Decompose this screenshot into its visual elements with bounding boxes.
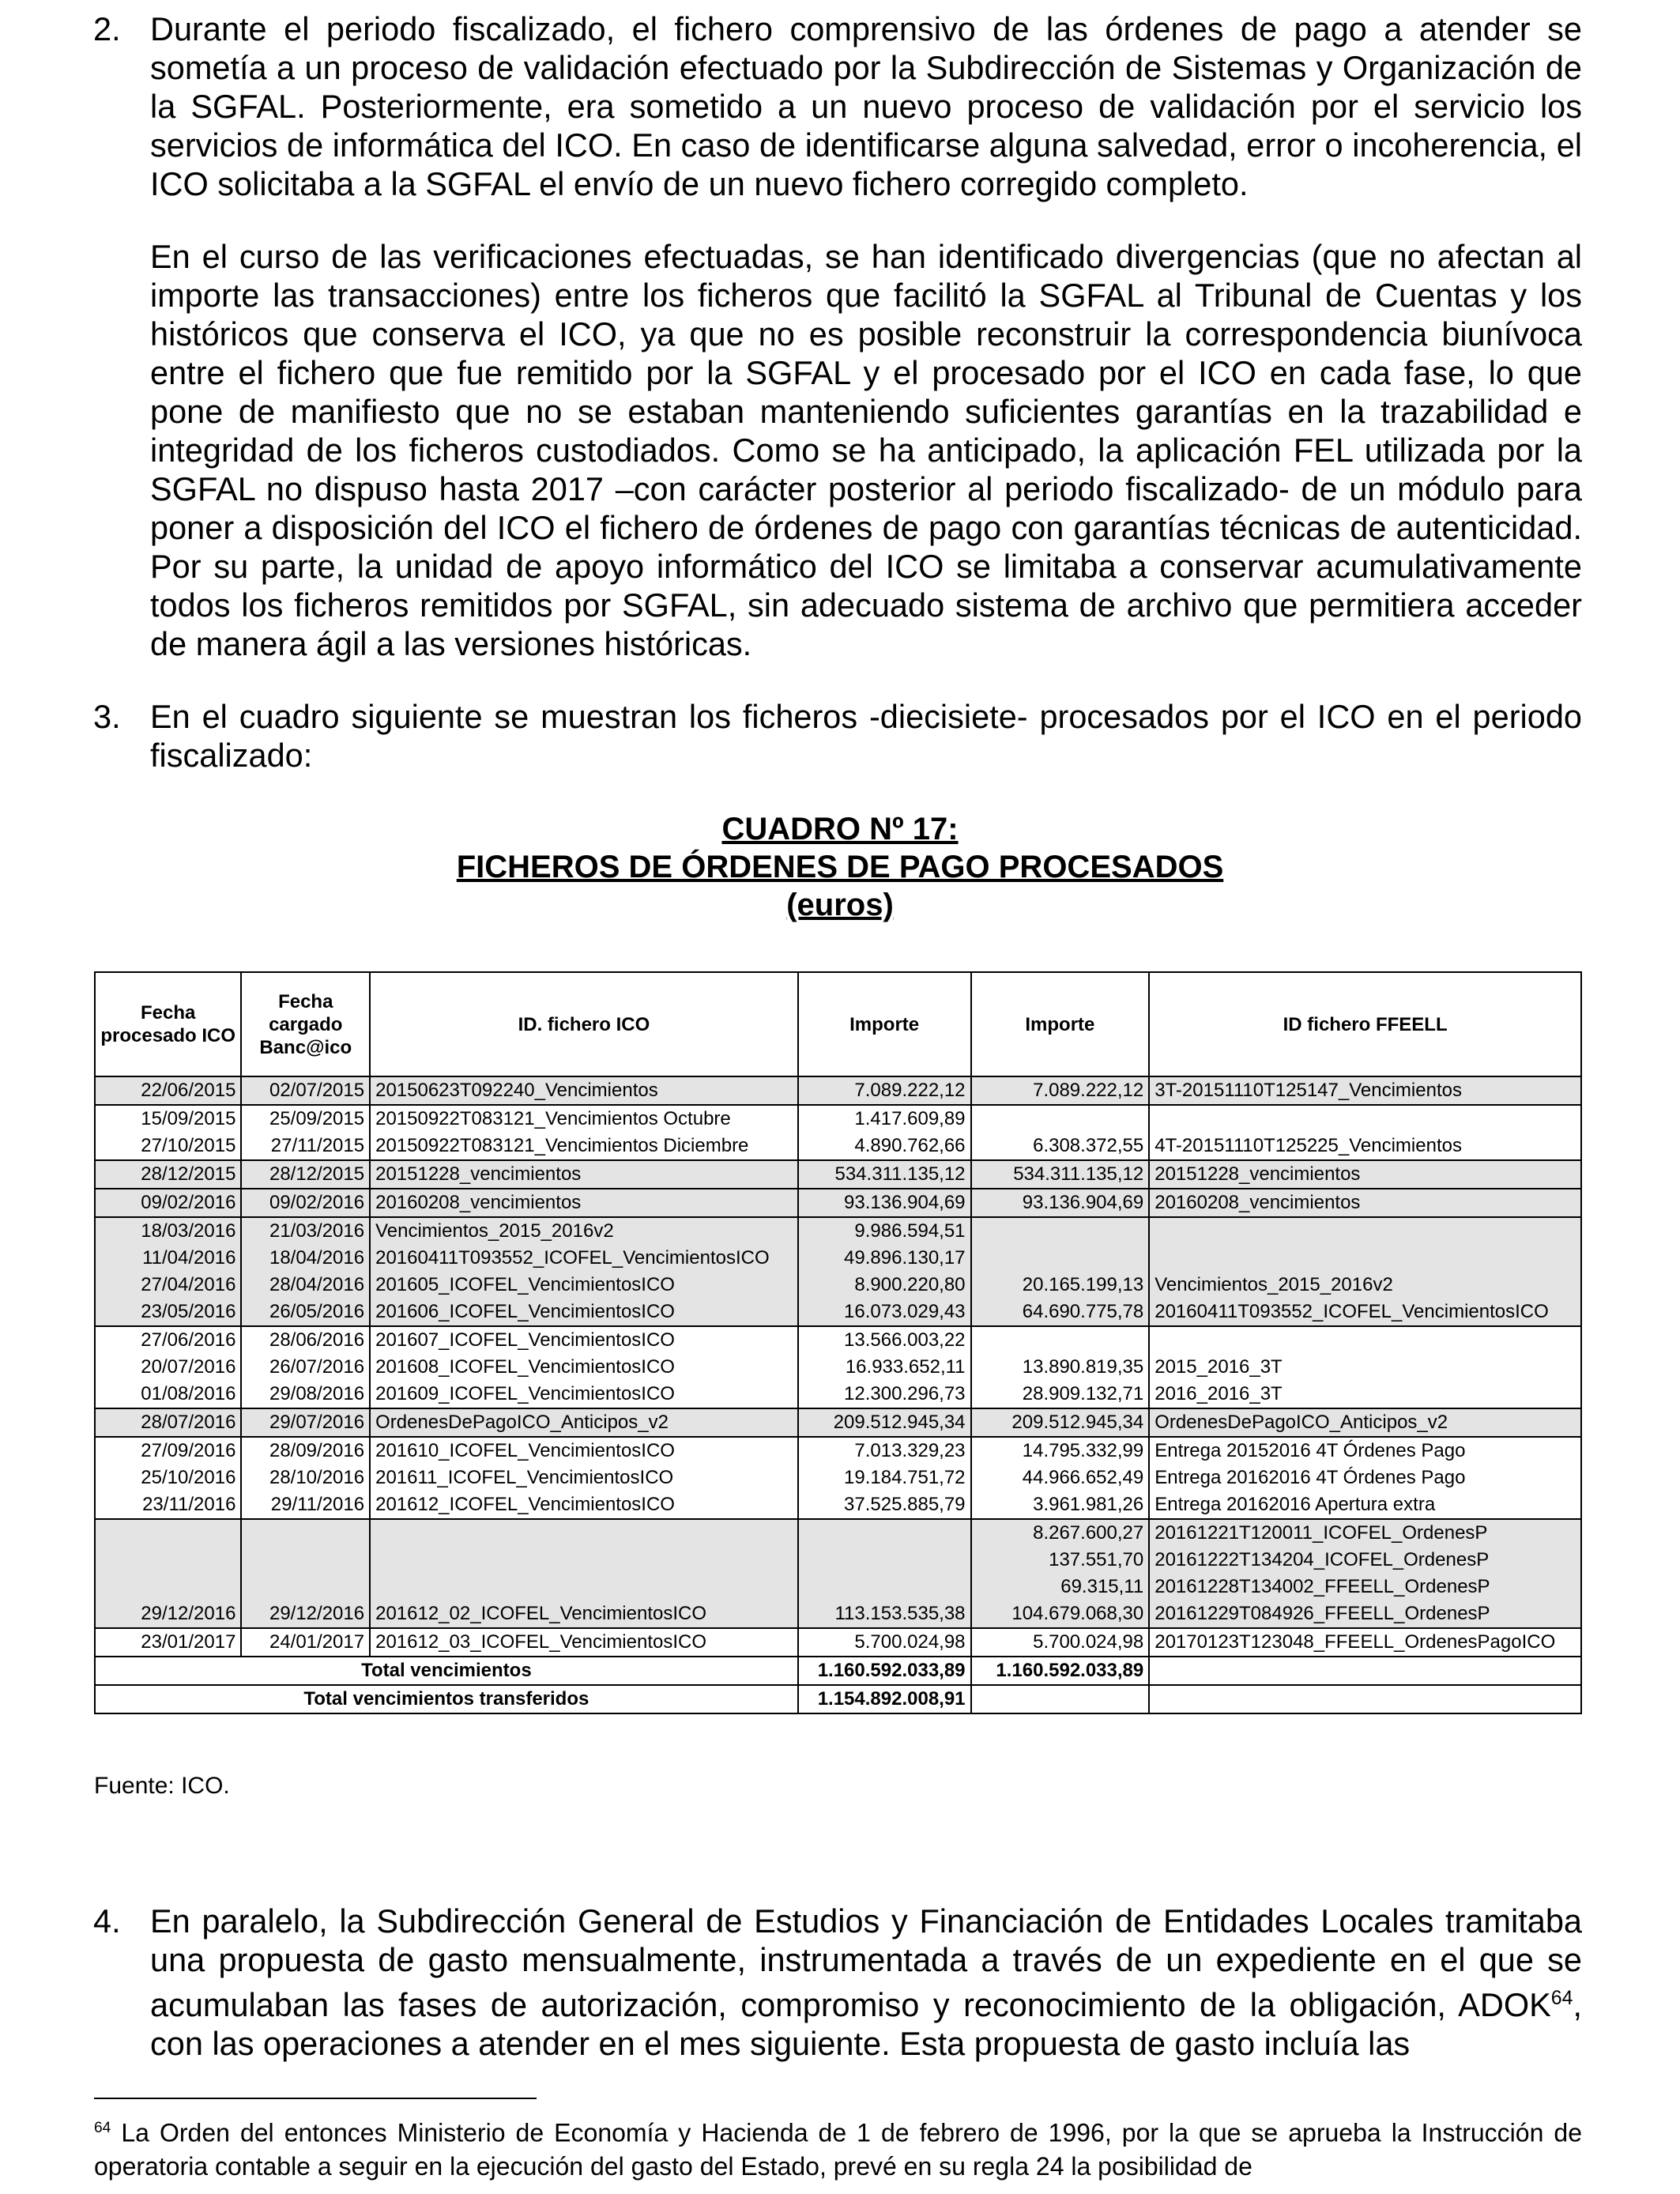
footnote-ref-64[interactable]: 64 (1550, 1987, 1573, 2009)
cell-id-fichero-ico: 201605_ICOFEL_VencimientosICO (370, 1272, 798, 1299)
total-vencimientos-row (95, 1657, 1581, 1685)
cell-id-fichero-ffeell: 20160208_vencimientos (1149, 1189, 1581, 1217)
total-transferidos-row (95, 1685, 1581, 1713)
cell-id-fichero-ffeell (1149, 1217, 1581, 1245)
cell-fecha-cargado (241, 1547, 370, 1574)
cell-id-fichero-ffeell: Entrega 20152016 4T Órdenes Pago (1149, 1437, 1581, 1465)
cell-fecha-cargado: 09/02/2016 (241, 1189, 370, 1217)
transferidos-empty-cell-2 (1149, 1685, 1581, 1713)
paragraph-number-4: 4. (93, 1902, 121, 1940)
cell-fecha-procesado: 01/08/2016 (95, 1381, 241, 1408)
cell-importe-1: 93.136.904,69 (798, 1189, 971, 1217)
total-importe-2: 1.160.592.033,89 (971, 1657, 1150, 1685)
cell-importe-2: 93.136.904,69 (971, 1189, 1150, 1217)
cell-fecha-procesado: 09/02/2016 (95, 1189, 241, 1217)
table-row (95, 1299, 1581, 1326)
cell-importe-1: 12.300.296,73 (798, 1381, 971, 1408)
cell-importe-2 (971, 1105, 1150, 1133)
cell-id-fichero-ico: 201612_03_ICOFEL_VencimientosICO (370, 1628, 798, 1657)
cell-id-fichero-ffeell: 20151228_vencimientos (1149, 1160, 1581, 1189)
cell-fecha-cargado: 26/05/2016 (241, 1299, 370, 1326)
cell-id-fichero-ffeell: 20161222T134204_ICOFEL_OrdenesP (1149, 1547, 1581, 1574)
cell-fecha-cargado: 27/11/2015 (241, 1133, 370, 1160)
paragraph-number-3: 3. (93, 698, 121, 735)
cell-id-fichero-ico: 20150623T092240_Vencimientos (370, 1076, 798, 1105)
table-row (95, 1105, 1581, 1133)
cell-fecha-cargado: 29/08/2016 (241, 1381, 370, 1408)
table-row (95, 1272, 1581, 1299)
cell-importe-1: 113.153.535,38 (798, 1600, 971, 1628)
table-row (95, 1491, 1581, 1519)
cell-fecha-procesado: 27/06/2016 (95, 1326, 241, 1354)
cell-importe-2: 64.690.775,78 (971, 1299, 1150, 1326)
paragraph-4-text-cont: , con las operaciones a atender en el mes siguiente. Esta propuesta de gasto incluía las (150, 1985, 1582, 2062)
total-transferidos-label: Total vencimientos transferidos (95, 1685, 798, 1713)
cell-fecha-cargado: 28/12/2015 (241, 1160, 370, 1189)
cell-importe-2: 20.165.199,13 (971, 1272, 1150, 1299)
total-importe-1: 1.160.592.033,89 (798, 1657, 971, 1685)
cell-fecha-procesado: 25/10/2016 (95, 1465, 241, 1491)
table-title-line1: CUADRO Nº 17: (721, 812, 959, 846)
cell-id-fichero-ico: 20150922T083121_Vencimientos Octubre (370, 1105, 798, 1133)
cell-importe-2: 3.961.981,26 (971, 1491, 1150, 1519)
cell-id-fichero-ico: 201612_02_ICOFEL_VencimientosICO (370, 1600, 798, 1628)
cell-id-fichero-ico (370, 1574, 798, 1600)
header-importe-1: Importe (798, 972, 971, 1076)
cell-importe-1: 19.184.751,72 (798, 1465, 971, 1491)
source-note: Fuente: ICO. (94, 1773, 230, 1799)
cell-fecha-procesado: 27/04/2016 (95, 1272, 241, 1299)
cell-importe-2: 14.795.332,99 (971, 1437, 1150, 1465)
table-row (95, 1354, 1581, 1381)
cell-id-fichero-ico: 20151228_vencimientos (370, 1160, 798, 1189)
paragraph-4 (150, 1902, 1582, 2063)
transferidos-empty-cell-1 (971, 1685, 1150, 1713)
cell-fecha-procesado: 20/07/2016 (95, 1354, 241, 1381)
cell-fecha-procesado (95, 1547, 241, 1574)
total-vencimientos-label: Total vencimientos (95, 1657, 798, 1685)
cell-importe-2: 44.966.652,49 (971, 1465, 1150, 1491)
table-row (95, 1133, 1581, 1160)
table-row (95, 1217, 1581, 1245)
paragraph-3: En el cuadro siguiente se muestran los ficheros -diecisiete- procesados por el ICO en el periodo fiscalizado: (150, 698, 1582, 774)
cell-fecha-procesado: 29/12/2016 (95, 1600, 241, 1628)
cell-fecha-cargado: 21/03/2016 (241, 1217, 370, 1245)
cell-id-fichero-ffeell: 20161228T134002_FFEELL_OrdenesP (1149, 1574, 1581, 1600)
table-row (95, 1600, 1581, 1628)
footnote-separator (94, 2098, 537, 2099)
cell-fecha-cargado: 28/04/2016 (241, 1272, 370, 1299)
payment-files-table (94, 971, 1582, 1714)
cell-importe-1: 209.512.945,34 (798, 1408, 971, 1437)
cell-importe-2: 7.089.222,12 (971, 1076, 1150, 1105)
cell-fecha-procesado: 27/10/2015 (95, 1133, 241, 1160)
table-row (95, 1574, 1581, 1600)
cell-importe-1: 37.525.885,79 (798, 1491, 971, 1519)
cell-id-fichero-ico: 201610_ICOFEL_VencimientosICO (370, 1437, 798, 1465)
table-row (95, 1465, 1581, 1491)
table-row (95, 1408, 1581, 1437)
total-empty-cell (1149, 1657, 1581, 1685)
cell-fecha-cargado (241, 1519, 370, 1547)
cell-id-fichero-ffeell: Vencimientos_2015_2016v2 (1149, 1272, 1581, 1299)
table-row (95, 1437, 1581, 1465)
cell-fecha-procesado: 18/03/2016 (95, 1217, 241, 1245)
table-row (95, 1381, 1581, 1408)
cell-id-fichero-ffeell: 2015_2016_3T (1149, 1354, 1581, 1381)
cell-importe-1 (798, 1519, 971, 1547)
cell-importe-2 (971, 1326, 1150, 1354)
cell-fecha-procesado: 23/05/2016 (95, 1299, 241, 1326)
cell-fecha-procesado (95, 1519, 241, 1547)
total-transferidos-importe: 1.154.892.008,91 (798, 1685, 971, 1713)
paragraph-4-text: En paralelo, la Subdirección General de Estudios y Financiación de Entidades Locales tramitaba una propuesta de gasto mensualmente, instrumentada a través de un expediente en el que se acumulaban las fases de autorización, compromiso y reconocimiento de la obligación, ADOK (150, 1902, 1582, 2023)
cell-importe-2: 6.308.372,55 (971, 1133, 1150, 1160)
footnote-number: 64 (94, 2120, 111, 2136)
table-row (95, 1076, 1581, 1105)
cell-fecha-cargado: 29/12/2016 (241, 1600, 370, 1628)
table-row (95, 1628, 1581, 1657)
cell-importe-2: 28.909.132,71 (971, 1381, 1150, 1408)
cell-id-fichero-ico: 201611_ICOFEL_VencimientosICO (370, 1465, 798, 1491)
cell-id-fichero-ico: 201612_ICOFEL_VencimientosICO (370, 1491, 798, 1519)
table-row (95, 1519, 1581, 1547)
cell-importe-2: 137.551,70 (971, 1547, 1150, 1574)
cell-id-fichero-ffeell: 20161229T084926_FFEELL_OrdenesP (1149, 1600, 1581, 1628)
header-importe-2: Importe (971, 972, 1150, 1076)
cell-importe-1: 16.073.029,43 (798, 1299, 971, 1326)
paragraph-2a: Durante el periodo fiscalizado, el fichero comprensivo de las órdenes de pago a atender se sometía a un proceso de validación efectuado por la Subdirección de Sistemas y Organización de la SGFAL. Posteriormente, era sometido a un nuevo proceso de validación por el servicio los servicios de informática del ICO. En caso de identificarse alguna salvedad, error o incoherencia, el ICO solicitaba a la SGFAL el envío de un nuevo fichero corregido completo. (150, 10, 1582, 202)
table-title-line2: FICHEROS DE ÓRDENES DE PAGO PROCESADOS (456, 850, 1224, 884)
cell-fecha-procesado: 27/09/2016 (95, 1437, 241, 1465)
cell-id-fichero-ffeell: Entrega 20162016 4T Órdenes Pago (1149, 1465, 1581, 1491)
cell-id-fichero-ffeell: 4T-20151110T125225_Vencimientos (1149, 1133, 1581, 1160)
cell-importe-2: 13.890.819,35 (971, 1354, 1150, 1381)
cell-id-fichero-ico: 20160411T093552_ICOFEL_VencimientosICO (370, 1245, 798, 1272)
cell-id-fichero-ico: Vencimientos_2015_2016v2 (370, 1217, 798, 1245)
paragraph-2b: En el curso de las verificaciones efectuadas, se han identificado divergencias (que no afectan al importe las transacciones) entre los ficheros que facilitó la SGFAL al Tribunal de Cuentas y los históricos que conserva el ICO, ya que no es posible reconstruir la correspondencia biunívoca entre el fichero que fue remitido por la SGFAL y el procesado por el ICO en cada fase, lo que pone de manifiesto que no se estaban manteniendo suficientes garantías en la trazabilidad e integridad de los ficheros custodiados. Como se ha anticipado, la aplicación FEL utilizada por la SGFAL no dispuso hasta 2017 –con carácter posterior al periodo fiscalizado- de un módulo para poner a disposición del ICO el fichero de órdenes de pago con garantías técnicas de autenticidad. Por su parte, la unidad de apoyo informático del ICO se limitaba a conservar acumulativamente todos los ficheros remitidos por SGFAL, sin adecuado sistema de archivo que permitiera acceder de manera ágil a las versiones históricas. (150, 238, 1582, 662)
header-fecha-cargado: Fecha cargado Banc@ico (241, 972, 370, 1076)
table-row (95, 1189, 1581, 1217)
cell-id-fichero-ico (370, 1519, 798, 1547)
cell-id-fichero-ico: 201608_ICOFEL_VencimientosICO (370, 1354, 798, 1381)
cell-fecha-cargado: 28/09/2016 (241, 1437, 370, 1465)
cell-fecha-cargado: 25/09/2015 (241, 1105, 370, 1133)
cell-importe-2: 534.311.135,12 (971, 1160, 1150, 1189)
cell-fecha-cargado: 24/01/2017 (241, 1628, 370, 1657)
cell-fecha-cargado: 18/04/2016 (241, 1245, 370, 1272)
cell-id-fichero-ico (370, 1547, 798, 1574)
cell-fecha-procesado: 22/06/2015 (95, 1076, 241, 1105)
cell-importe-1: 49.896.130,17 (798, 1245, 971, 1272)
cell-fecha-procesado (95, 1574, 241, 1600)
cell-id-fichero-ico: 201607_ICOFEL_VencimientosICO (370, 1326, 798, 1354)
cell-importe-1: 5.700.024,98 (798, 1628, 971, 1657)
footnote-64 (94, 2112, 1582, 2183)
cell-importe-1: 9.986.594,51 (798, 1217, 971, 1245)
cell-fecha-procesado: 28/12/2015 (95, 1160, 241, 1189)
table-title-line3: (euros) (786, 888, 894, 922)
cell-fecha-cargado: 26/07/2016 (241, 1354, 370, 1381)
cell-fecha-cargado: 28/06/2016 (241, 1326, 370, 1354)
table-row (95, 1326, 1581, 1354)
cell-importe-1: 4.890.762,66 (798, 1133, 971, 1160)
cell-id-fichero-ffeell: OrdenesDePagoICO_Anticipos_v2 (1149, 1408, 1581, 1437)
footnote-text: La Orden del entonces Ministerio de Economía y Hacienda de 1 de febrero de 1996, por la que se aprueba la Instrucción de operatoria contable a seguir en la ejecución del gasto del Estado, prevé en su regla 24 la posibilidad de (94, 2118, 1582, 2181)
cell-fecha-procesado: 23/01/2017 (95, 1628, 241, 1657)
cell-id-fichero-ffeell (1149, 1245, 1581, 1272)
table-header-row (95, 972, 1581, 1076)
cell-id-fichero-ffeell: 20160411T093552_ICOFEL_VencimientosICO (1149, 1299, 1581, 1326)
cell-importe-1: 16.933.652,11 (798, 1354, 971, 1381)
cell-fecha-procesado: 15/09/2015 (95, 1105, 241, 1133)
cell-fecha-cargado (241, 1574, 370, 1600)
cell-importe-2: 104.679.068,30 (971, 1600, 1150, 1628)
cell-importe-2: 69.315,11 (971, 1574, 1150, 1600)
cell-importe-1 (798, 1547, 971, 1574)
cell-fecha-cargado: 02/07/2015 (241, 1076, 370, 1105)
cell-fecha-cargado: 29/11/2016 (241, 1491, 370, 1519)
table-row (95, 1245, 1581, 1272)
cell-id-fichero-ico: 20160208_vencimientos (370, 1189, 798, 1217)
cell-fecha-procesado: 11/04/2016 (95, 1245, 241, 1272)
cell-id-fichero-ffeell: 2016_2016_3T (1149, 1381, 1581, 1408)
header-id-fichero-ffeell: ID fichero FFEELL (1149, 972, 1581, 1076)
cell-id-fichero-ffeell: 20161221T120011_ICOFEL_OrdenesP (1149, 1519, 1581, 1547)
cell-importe-1: 8.900.220,80 (798, 1272, 971, 1299)
table-row (95, 1160, 1581, 1189)
cell-id-fichero-ffeell: 3T-20151110T125147_Vencimientos (1149, 1076, 1581, 1105)
cell-importe-1: 534.311.135,12 (798, 1160, 971, 1189)
cell-fecha-procesado: 28/07/2016 (95, 1408, 241, 1437)
cell-id-fichero-ffeell (1149, 1326, 1581, 1354)
cell-id-fichero-ico: 20150922T083121_Vencimientos Diciembre (370, 1133, 798, 1160)
cell-fecha-cargado: 29/07/2016 (241, 1408, 370, 1437)
cell-importe-2 (971, 1245, 1150, 1272)
cell-importe-2: 8.267.600,27 (971, 1519, 1150, 1547)
paragraph-number-2: 2. (93, 10, 121, 47)
cell-fecha-procesado: 23/11/2016 (95, 1491, 241, 1519)
cell-id-fichero-ffeell: 20170123T123048_FFEELL_OrdenesPagoICO (1149, 1628, 1581, 1657)
cell-importe-1: 7.013.329,23 (798, 1437, 971, 1465)
cell-id-fichero-ico: 201606_ICOFEL_VencimientosICO (370, 1299, 798, 1326)
header-id-fichero-ico: ID. fichero ICO (370, 972, 798, 1076)
cell-importe-1: 13.566.003,22 (798, 1326, 971, 1354)
cell-importe-1: 7.089.222,12 (798, 1076, 971, 1105)
cell-importe-2: 5.700.024,98 (971, 1628, 1150, 1657)
cell-fecha-cargado: 28/10/2016 (241, 1465, 370, 1491)
cell-id-fichero-ffeell: Entrega 20162016 Apertura extra (1149, 1491, 1581, 1519)
cell-id-fichero-ico: OrdenesDePagoICO_Anticipos_v2 (370, 1408, 798, 1437)
cell-id-fichero-ico: 201609_ICOFEL_VencimientosICO (370, 1381, 798, 1408)
cell-importe-2: 209.512.945,34 (971, 1408, 1150, 1437)
cell-importe-1: 1.417.609,89 (798, 1105, 971, 1133)
header-fecha-procesado: Fecha procesado ICO (95, 972, 241, 1076)
cell-importe-2 (971, 1217, 1150, 1245)
table-row (95, 1547, 1581, 1574)
cell-importe-1 (798, 1574, 971, 1600)
cell-id-fichero-ffeell (1149, 1105, 1581, 1133)
